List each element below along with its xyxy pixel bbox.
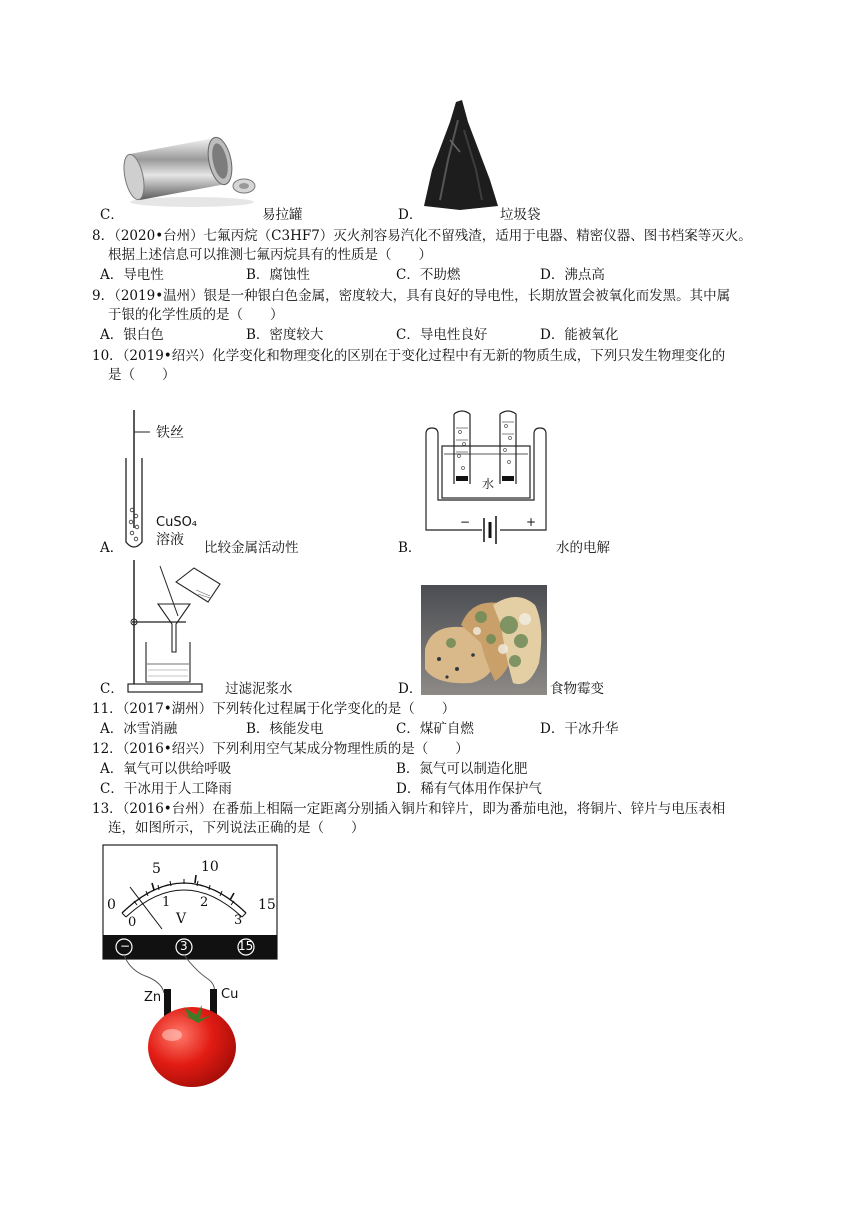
q13-stem-line2: 连，如图所示，下列说法正确的是（ ） bbox=[108, 820, 365, 836]
tomato-battery-voltmeter-figure bbox=[100, 843, 282, 1091]
q8-option-b: B．腐蚀性 bbox=[246, 267, 310, 283]
q11-option-c: C．煤矿自燃 bbox=[396, 721, 474, 737]
q10-option-c-text: 过滤泥浆水 bbox=[225, 681, 293, 697]
q9-option-b: B．密度较大 bbox=[246, 327, 324, 343]
copper-electrode-label: Cu bbox=[221, 987, 239, 1002]
zinc-electrode-label: Zn bbox=[144, 990, 162, 1005]
filtration-setup-figure bbox=[124, 560, 224, 695]
meter-terminal-3: 3 bbox=[180, 939, 188, 953]
q10-option-d-text: 食物霉变 bbox=[550, 681, 604, 697]
meter-outer-scale-0: 0 bbox=[107, 897, 116, 913]
water-label: 水 bbox=[482, 477, 495, 491]
q10-option-b-text: 水的电解 bbox=[556, 540, 610, 556]
q7-option-c-letter: C． bbox=[100, 207, 124, 223]
meter-unit-label: V bbox=[176, 911, 187, 927]
q11-option-d: D．干冰升华 bbox=[540, 721, 619, 737]
cuso4-label: CuSO₄ bbox=[156, 515, 198, 530]
q12-option-c: C．干冰用于人工降雨 bbox=[100, 781, 232, 797]
q7-option-c-text: 易拉罐 bbox=[262, 207, 303, 223]
q9-option-d: D．能被氧化 bbox=[540, 327, 619, 343]
q8-stem-line2: 根据上述信息可以推测七氟丙烷具有的性质是（ ） bbox=[108, 247, 432, 263]
meter-outer-scale-5: 5 bbox=[152, 861, 161, 877]
q12-stem: 12．（2016•绍兴）下列利用空气某成分物理性质的是（ ） bbox=[92, 741, 469, 757]
meter-terminal-negative: − bbox=[120, 939, 131, 953]
q8-option-c: C．不助燃 bbox=[396, 267, 461, 283]
meter-inner-scale-1: 1 bbox=[162, 895, 171, 910]
q9-stem-line1: 9．（2019•温州）银是一种银白色金属，密度较大，具有良好的导电性，长期放置会被氧化而发黑。其中属 bbox=[92, 288, 731, 304]
meter-outer-scale-10: 10 bbox=[201, 859, 219, 875]
q10-option-a-text: 比较金属活动性 bbox=[204, 540, 299, 556]
negative-terminal-label: − bbox=[460, 515, 471, 529]
q10-option-c-letter: C． bbox=[100, 681, 124, 697]
iron-wire-label: 铁丝 bbox=[156, 425, 184, 441]
meter-outer-scale-15: 15 bbox=[258, 897, 276, 913]
solution-label: 溶液 bbox=[156, 532, 184, 548]
q13-stem-line1: 13．（2016•台州）在番茄上相隔一定距离分别插入铜片和锌片，即为番茄电池，将铜片、锌片与电压表相 bbox=[92, 801, 726, 817]
q9-stem-line2: 于银的化学性质的是（ ） bbox=[108, 307, 284, 323]
meter-inner-scale-0: 0 bbox=[128, 915, 137, 930]
moldy-bread-image bbox=[421, 585, 547, 695]
positive-terminal-label: + bbox=[526, 515, 537, 529]
q10-option-a-letter: A． bbox=[100, 540, 124, 556]
meter-terminal-15: 15 bbox=[238, 939, 254, 953]
tin-can-image bbox=[122, 128, 262, 208]
q8-stem-line1: 8．（2020•台州）七氟丙烷（C3HF7）灭火剂容易汽化不留残渣，适用于电器、精密仪器、图书档案等灭火。 bbox=[92, 228, 752, 244]
q11-stem: 11．（2017•湖州）下列转化过程属于化学变化的是（ ） bbox=[92, 701, 456, 717]
q11-option-a: A．冰雪消融 bbox=[100, 721, 178, 737]
q10-option-b-letter: B． bbox=[398, 540, 422, 556]
meter-inner-scale-3: 3 bbox=[234, 913, 243, 928]
q10-option-d-letter: D． bbox=[398, 681, 423, 697]
q10-stem-line1: 10．（2019•绍兴）化学变化和物理变化的区别在于变化过程中有无新的物质生成，下列只发生物理变化的 bbox=[92, 348, 726, 364]
q11-option-b: B．核能发电 bbox=[246, 721, 324, 737]
q9-option-c: C．导电性良好 bbox=[396, 327, 488, 343]
q10-stem-line2: 是（ ） bbox=[108, 367, 176, 383]
q7-option-d-letter: D． bbox=[398, 207, 423, 223]
q12-option-a: A．氧气可以供给呼吸 bbox=[100, 761, 232, 777]
q9-option-a: A．银白色 bbox=[100, 327, 164, 343]
garbage-bag-image bbox=[420, 100, 500, 212]
meter-inner-scale-2: 2 bbox=[200, 895, 209, 910]
q7-option-d-text: 垃圾袋 bbox=[500, 207, 541, 223]
q8-option-a: A．导电性 bbox=[100, 267, 164, 283]
q12-option-d: D．稀有气体用作保护气 bbox=[396, 781, 542, 797]
q12-option-b: B．氮气可以制造化肥 bbox=[396, 761, 528, 777]
q8-option-d: D．沸点高 bbox=[540, 267, 605, 283]
